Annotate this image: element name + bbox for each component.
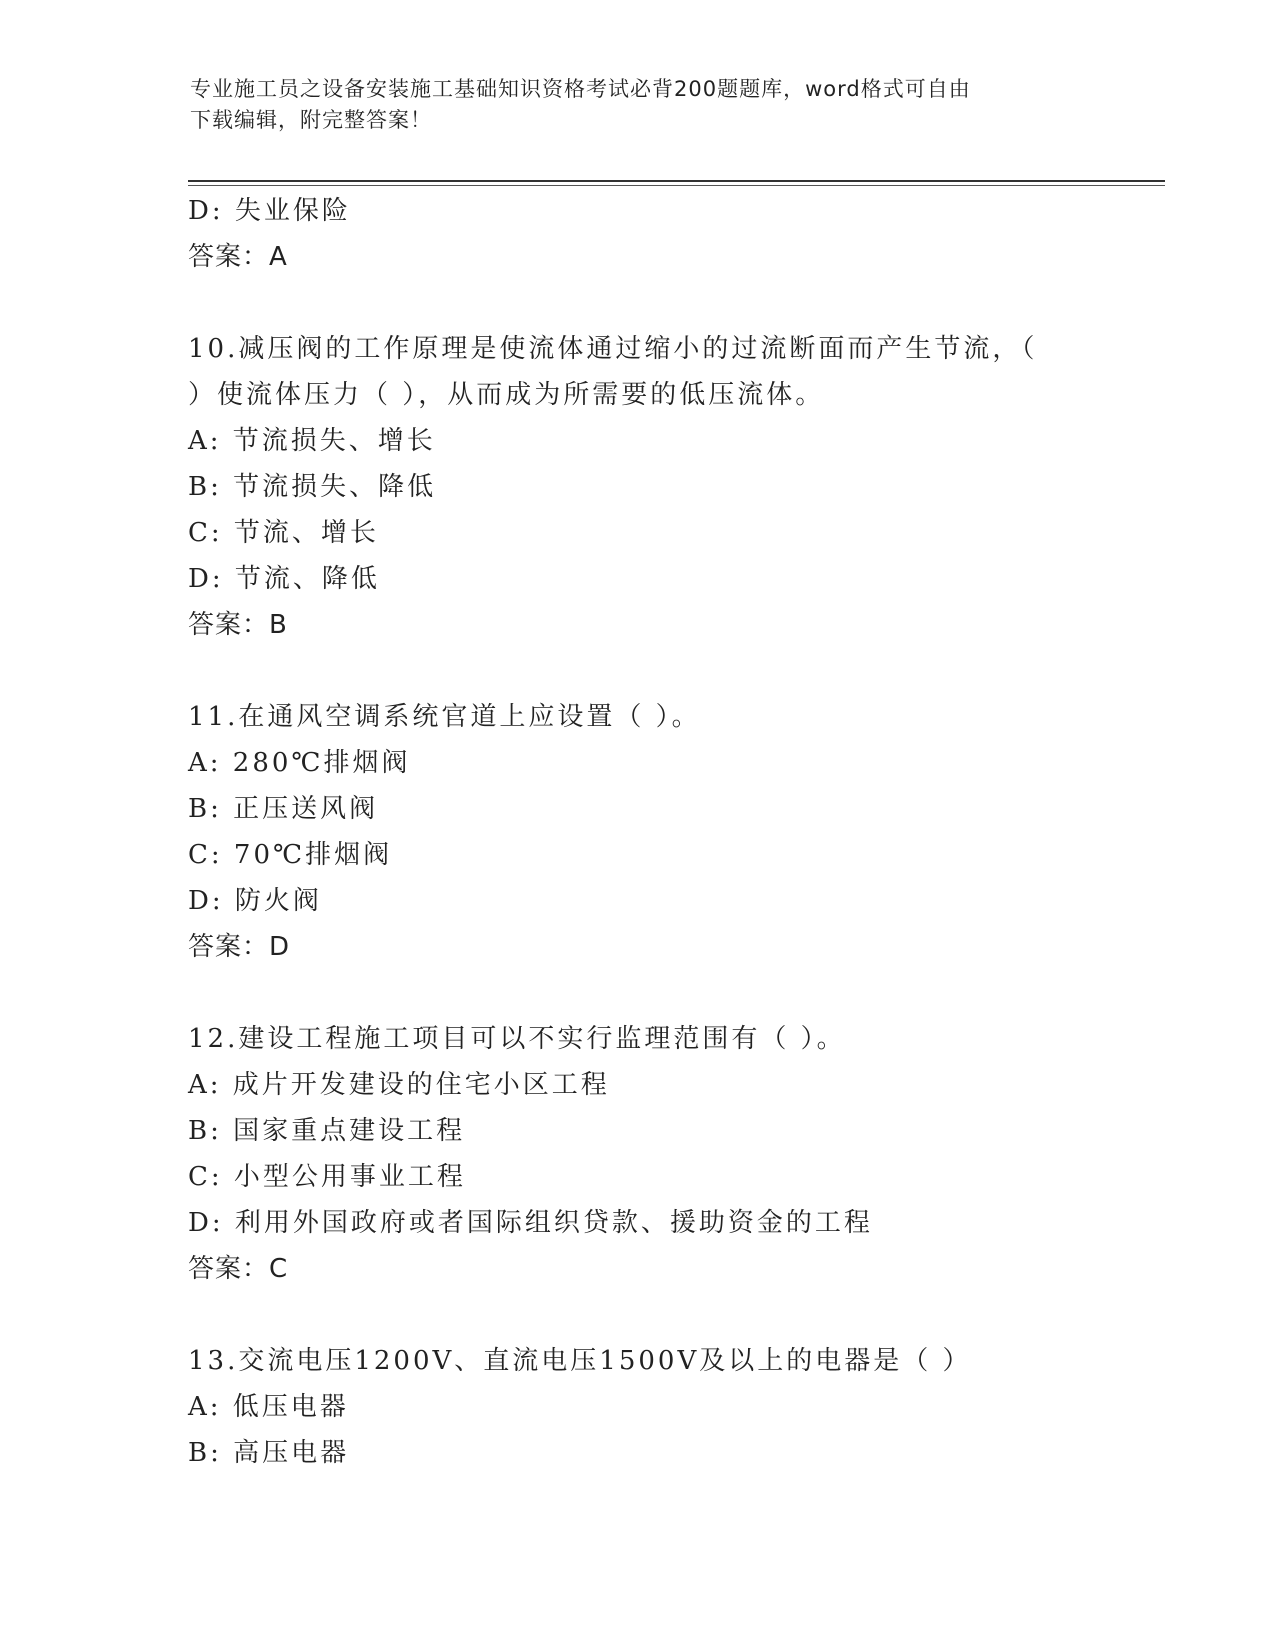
option-c: C: 70℃排烟阀 (188, 840, 393, 870)
option-a: A: 节流损失、增长 (188, 426, 436, 456)
answer-line: 答案：D (188, 932, 291, 962)
header-divider-thin (188, 185, 1165, 186)
option-a: A: 280℃排烟阀 (188, 748, 411, 778)
answer-line: 答案：B (188, 610, 288, 640)
option-a: A: 低压电器 (188, 1392, 349, 1422)
option-b: B: 节流损失、降低 (188, 472, 437, 502)
question-stem: 12.建设工程施工项目可以不实行监理范围有（ ）。 (188, 1024, 846, 1054)
option-b: B: 高压电器 (188, 1438, 350, 1468)
option-d: D: 节流、降低 (188, 564, 380, 594)
question-stem: 13.交流电压1200V、直流电压1500V及以上的电器是（ ） (188, 1346, 972, 1376)
question-list (188, 188, 1148, 1476)
answer-line: 答案：C (188, 1254, 289, 1284)
option-b: B: 国家重点建设工程 (188, 1116, 466, 1146)
option-b: B: 正压送风阀 (188, 794, 379, 824)
option-d: D: 防火阀 (188, 886, 322, 916)
question-stem: 10.减压阀的工作原理是使流体通过缩小的过流断面而产生节流，（ (188, 334, 1038, 364)
header-line-1: 专业施工员之设备安装施工基础知识资格考试必背200题题库，word格式可自由 (190, 77, 971, 101)
document-header (190, 74, 1090, 136)
header-line-2: 下载编辑，附完整答案！ (190, 108, 432, 132)
answer-line: 答案：A (188, 242, 288, 272)
option-d: D: 利用外国政府或者国际组织贷款、援助资金的工程 (188, 1208, 873, 1238)
question-stem-continued: ）使流体压力（ ），从而成为所需要的低压流体。 (188, 380, 825, 410)
option-d: D: 失业保险 (188, 196, 351, 226)
option-c: C: 小型公用事业工程 (188, 1162, 466, 1192)
header-divider-thick (188, 180, 1165, 182)
question-stem: 11.在通风空调系统官道上应设置（ ）。 (188, 702, 701, 732)
option-c: C: 节流、增长 (188, 518, 379, 548)
option-a: A: 成片开发建设的住宅小区工程 (188, 1070, 610, 1100)
